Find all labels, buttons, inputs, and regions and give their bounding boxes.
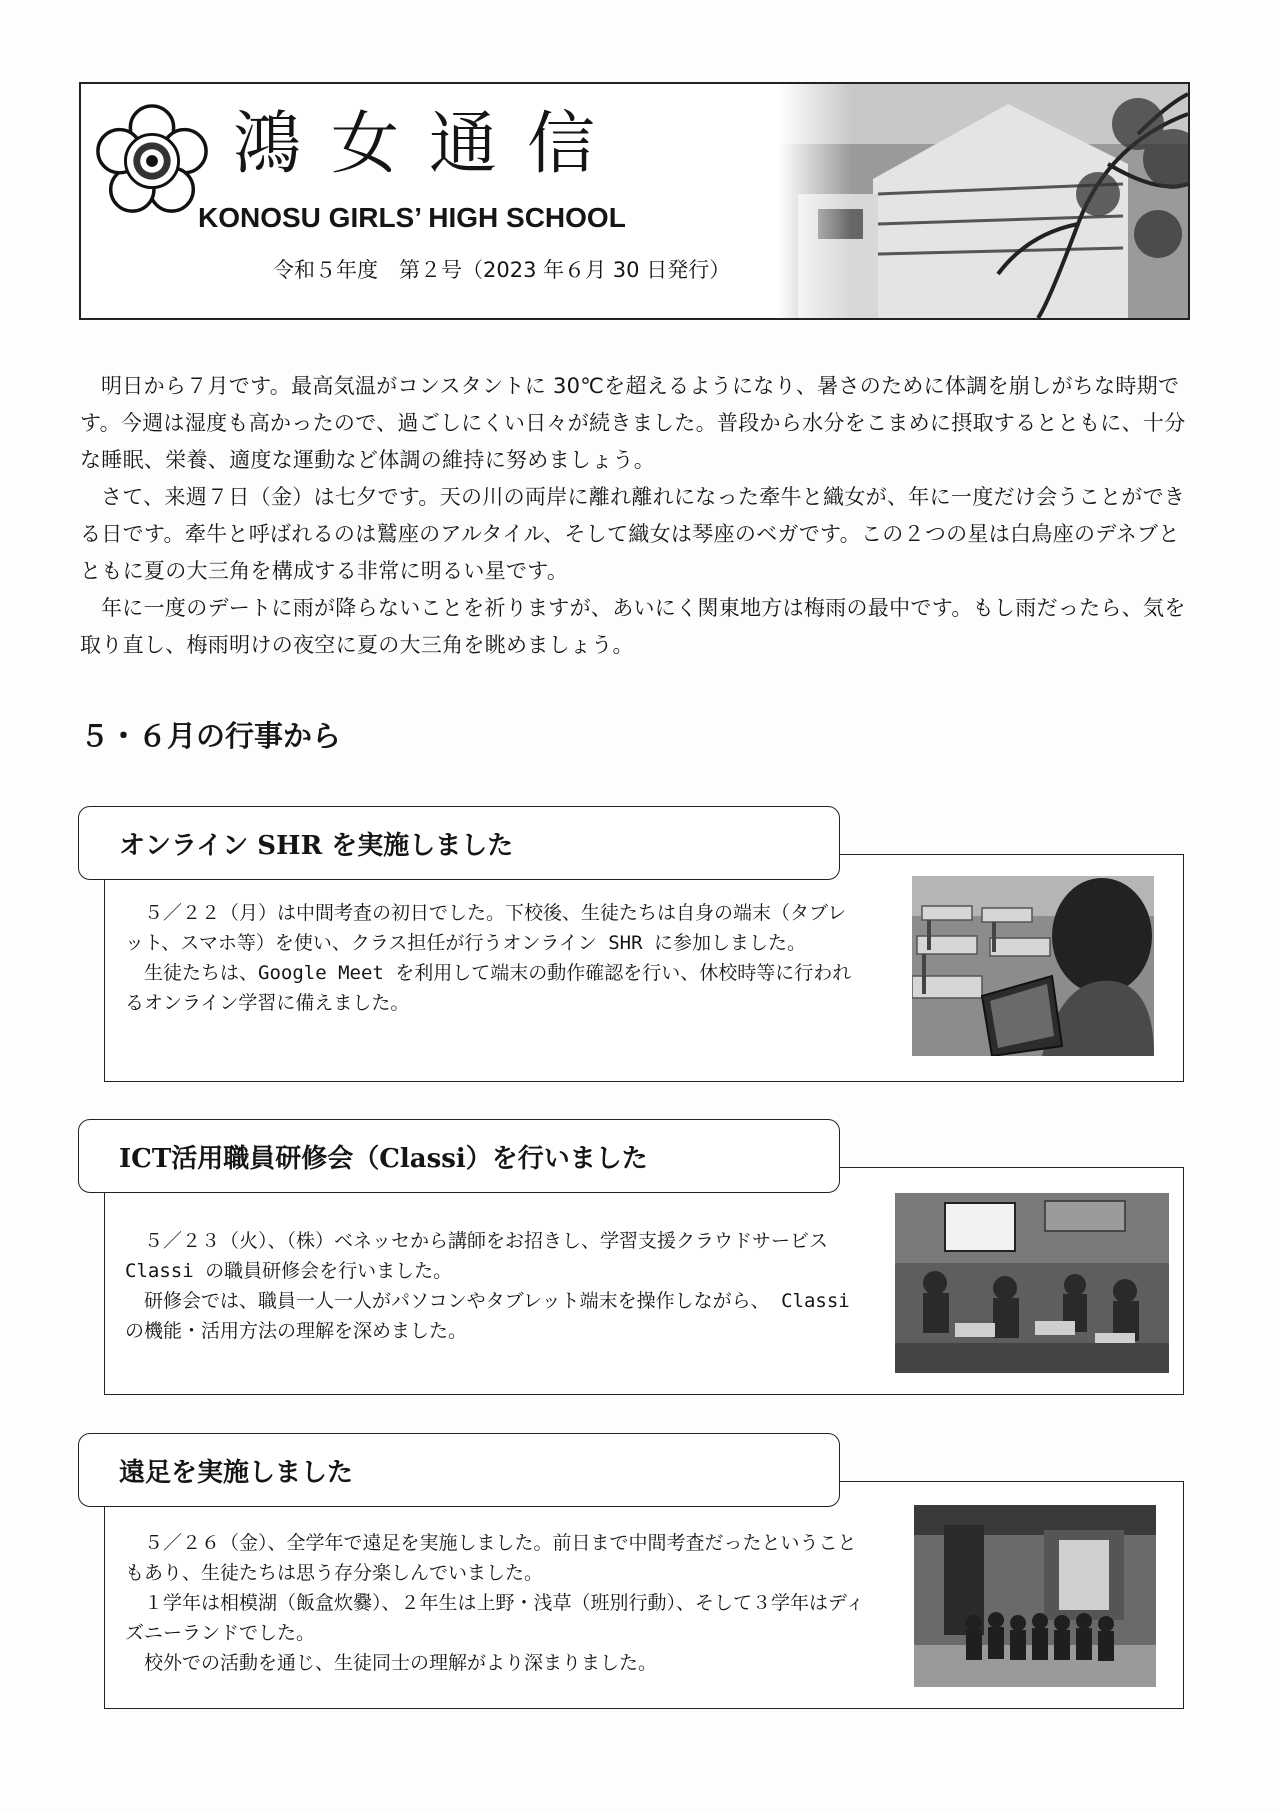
- article-body: [125, 1528, 865, 1678]
- intro-text: [80, 368, 1190, 664]
- article-title: 遠足を実施しました: [119, 1458, 354, 1488]
- article-title-tab: [78, 1119, 840, 1193]
- issue-info: 令和５年度 第２号（2023 年６月 30 日発行）: [273, 258, 731, 282]
- masthead: [79, 82, 1190, 320]
- article-ict-training: [78, 1119, 1184, 1395]
- article-body: [125, 1226, 865, 1346]
- article-paragraph: 校外での活動を通じ、生徒同士の理解がより深まりました。: [144, 1652, 658, 1674]
- article-paragraph: 研修会では、職員一人一人がパソコンやタブレット端末を操作しながら、 Classi の機能・活用方法の理解を深めました。: [125, 1290, 850, 1342]
- article-paragraph: １学年は相模湖（飯盒炊爨）、２年生は上野・浅草（班別行動）、そして３学年はディズニーランドでした。: [125, 1592, 865, 1644]
- intro-paragraph: さて、来週７日（金）は七夕です。天の川の両岸に離れ離れになった牽牛と織女が、年に一度だけ会うことができる日です。牽牛と呼ばれるのは鷲座のアルタイル、そして織女は琴座のベガです。この２つの星は白鳥座のデネブとともに夏の大三角を構成する非常に明るい星です。: [80, 485, 1186, 583]
- classroom-tablet-photo: [912, 876, 1154, 1056]
- article-title-tab: [78, 806, 840, 880]
- section-heading: ５・６月の行事から: [80, 719, 342, 753]
- article-paragraph: ５／２６（金）、全学年で遠足を実施しました。前日まで中間考査だったということもあり、生徒たちは思う存分楽しんでいました。: [125, 1532, 857, 1584]
- article-excursion: [78, 1433, 1184, 1709]
- article-paragraph: 生徒たちは、Google Meet を利用して端末の動作確認を行い、休校時等に行われるオンライン学習に備えました。: [125, 962, 852, 1014]
- intro-paragraph: 年に一度のデートに雨が降らないことを祈りますが、あいにく関東地方は梅雨の最中です。もし雨だったら、気を取り直し、梅雨明けの夜空に夏の大三角を眺めましょう。: [80, 596, 1186, 657]
- article-title: ICT活用職員研修会（Classi）を行いました: [119, 1144, 648, 1174]
- article-title: オンライン SHR を実施しました: [119, 831, 514, 861]
- school-building-photo: [778, 84, 1188, 318]
- article-paragraph: ５／２３（火）、（株）ベネッセから講師をお招きし、学習支援クラウドサービス Classi の職員研修会を行いました。: [125, 1230, 829, 1282]
- article-body: [125, 898, 865, 1018]
- article-online-shr: [78, 806, 1184, 1082]
- plum-blossom-emblem-icon: [93, 102, 211, 220]
- intro-paragraph: 明日から７月です。最高気温がコンスタントに 30℃を超えるようになり、暑さのために体調を崩しがちな時期です。今週は湿度も高かったので、過ごしにくい日々が続きました。普段から水分をこまめに摂取するとともに、十分な睡眠、栄養、適度な運動など体調の維持に努めましょう。: [80, 374, 1186, 472]
- article-title-tab: [78, 1433, 840, 1507]
- newsletter-title: 鴻女通信: [233, 105, 626, 184]
- excursion-group-photo: [914, 1505, 1156, 1687]
- article-paragraph: ５／２２（月）は中間考査の初日でした。下校後、生徒たちは自身の端末（タブレット、スマホ等）を使い、クラス担任が行うオンライン SHR に参加しました。: [125, 902, 847, 954]
- staff-training-photo: [895, 1193, 1169, 1373]
- school-name: KONOSU GIRLS’ HIGH SCHOOL: [198, 202, 626, 233]
